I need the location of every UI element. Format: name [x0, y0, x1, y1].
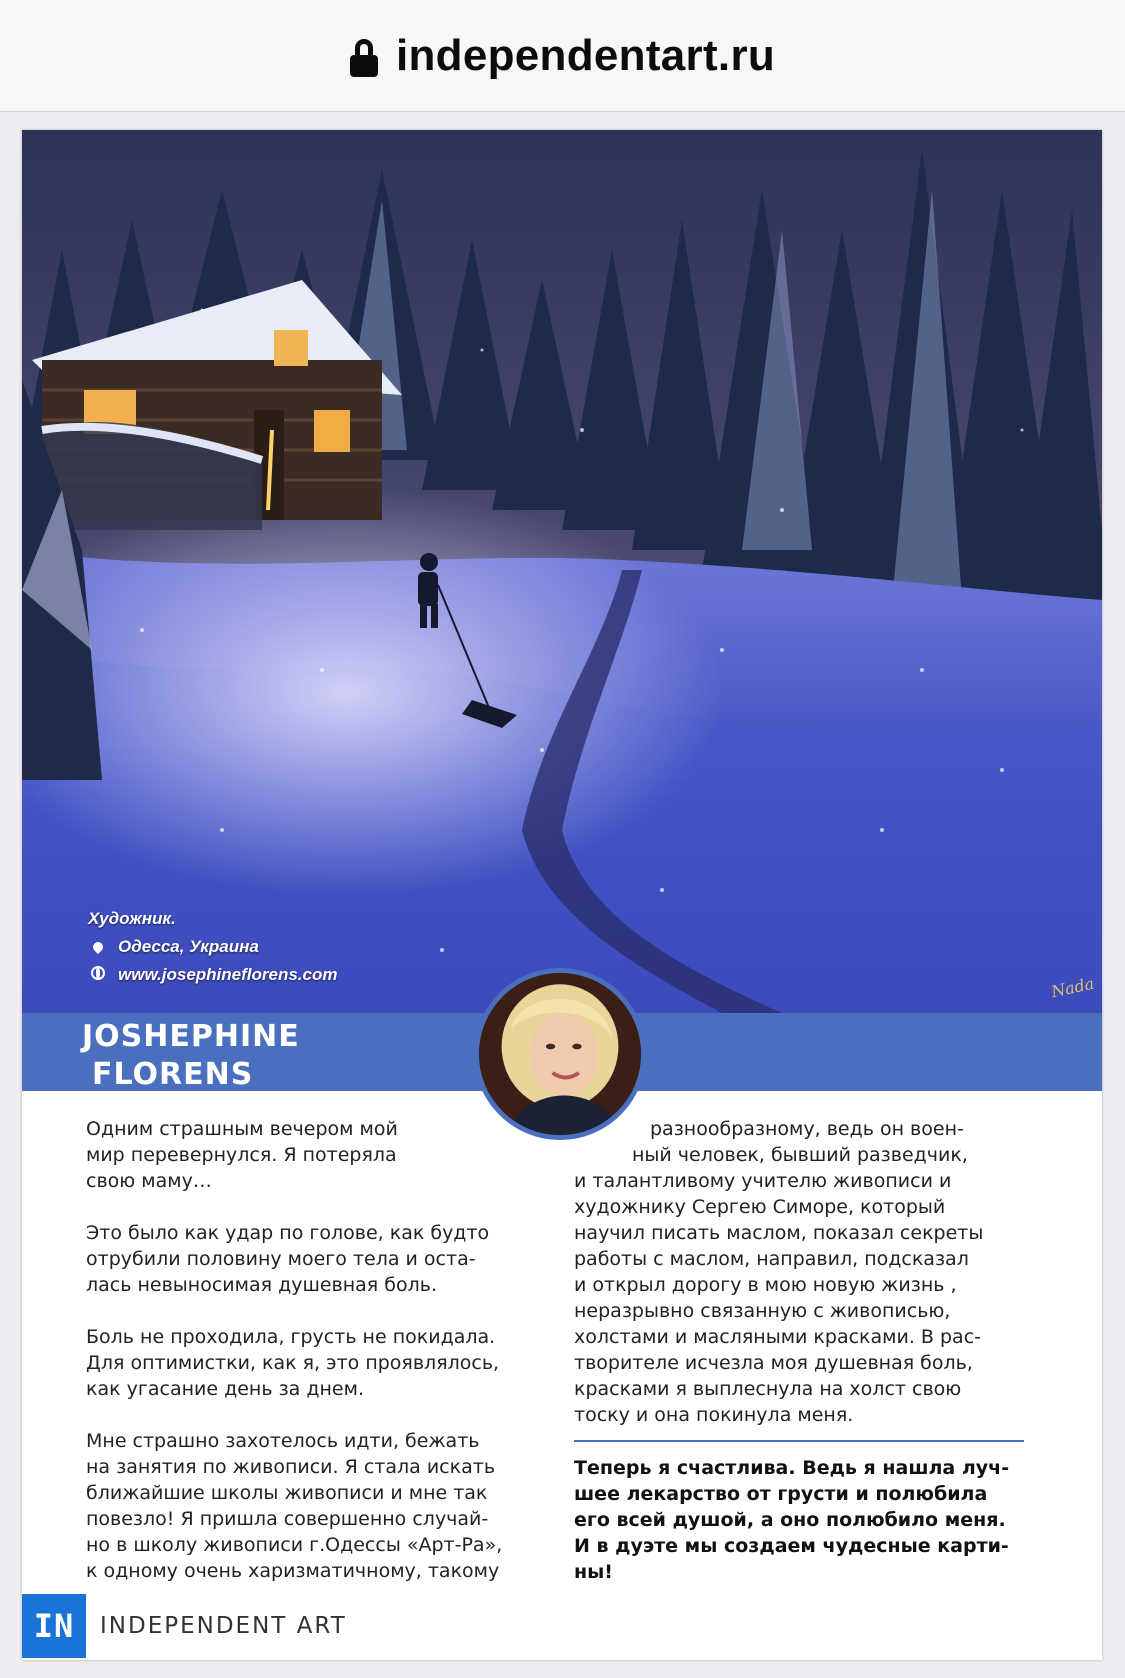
article-line: ный человек, бывший разведчик, [632, 1144, 968, 1166]
browser-address-bar[interactable] [0, 0, 1125, 112]
article-paragraph: и талантливому учителю живописи и художнику Сергею Симоре, который научил писать маслом, показал секреты работы с маслом, направил, подсказал и открыл дорогу в мою новую жизнь , неразрывно связанную с живописью, холстами и масляными красками. В рас- творителе исчезла моя душевная боль, красками я выплеснула на холст свою тоску и она покинула меня. [574, 1170, 984, 1426]
brand-name: INDEPENDENT ART [100, 1613, 347, 1639]
artist-website-link[interactable]: www.josephineflorens.com [118, 965, 338, 984]
location-pin-icon [88, 933, 108, 961]
magazine-footer [22, 1592, 1102, 1660]
artist-info [88, 905, 337, 989]
section-divider [574, 1440, 1024, 1442]
article-highlight: Теперь я счастлива. Ведь я нашла луч- шее лекарство от грусти и полюбила его всей душой, а оно полюбило меня. И в дуэте мы создаем чудесные карти- ны! [574, 1457, 1010, 1583]
article-paragraph: Это было как удар по голове, как будто отрубили половину моего тела и оста- лась невыносимая душевная боль. [86, 1222, 490, 1296]
magazine-page [22, 130, 1102, 1660]
artist-name-line2: FLORENS [92, 1057, 254, 1092]
article-line: разнообразному, ведь он воен- [650, 1118, 964, 1140]
painting-signature: Nada [1049, 973, 1096, 1002]
globe-icon [88, 961, 108, 989]
winter-cabin-painting [22, 130, 1102, 1013]
independent-art-logo: IN [22, 1594, 86, 1658]
artist-website-row[interactable] [88, 961, 337, 989]
artist-location-row [88, 933, 337, 961]
article-left-column [86, 1116, 536, 1610]
article-right-column [574, 1116, 1034, 1428]
artist-name [82, 1018, 300, 1094]
artist-portrait [474, 968, 646, 1140]
artist-role: Художник. [88, 909, 176, 928]
url-text[interactable]: independentart.ru [395, 30, 776, 80]
article-paragraph: Боль не проходила, грусть не покидала. Для оптимистки, как я, это проявлялось, как угасание день за днем. [86, 1326, 500, 1400]
article-paragraph: Одним страшным вечером мой мир перевернулся. Я потеряла свою маму… [86, 1118, 398, 1192]
article-paragraph: Мне страшно захотелось идти, бежать на занятия по живописи. Я стала искать ближайшие школы живописи и мне так повезло! Я пришла совершенно случай- но в школу живописи г.Одессы «Арт-Ра», к одному очень харизматичному, такому [86, 1430, 503, 1582]
artist-name-line1: JOSHEPHINE [82, 1019, 300, 1054]
artist-location: Одесса, Украина [118, 937, 259, 956]
lock-icon [350, 39, 378, 77]
